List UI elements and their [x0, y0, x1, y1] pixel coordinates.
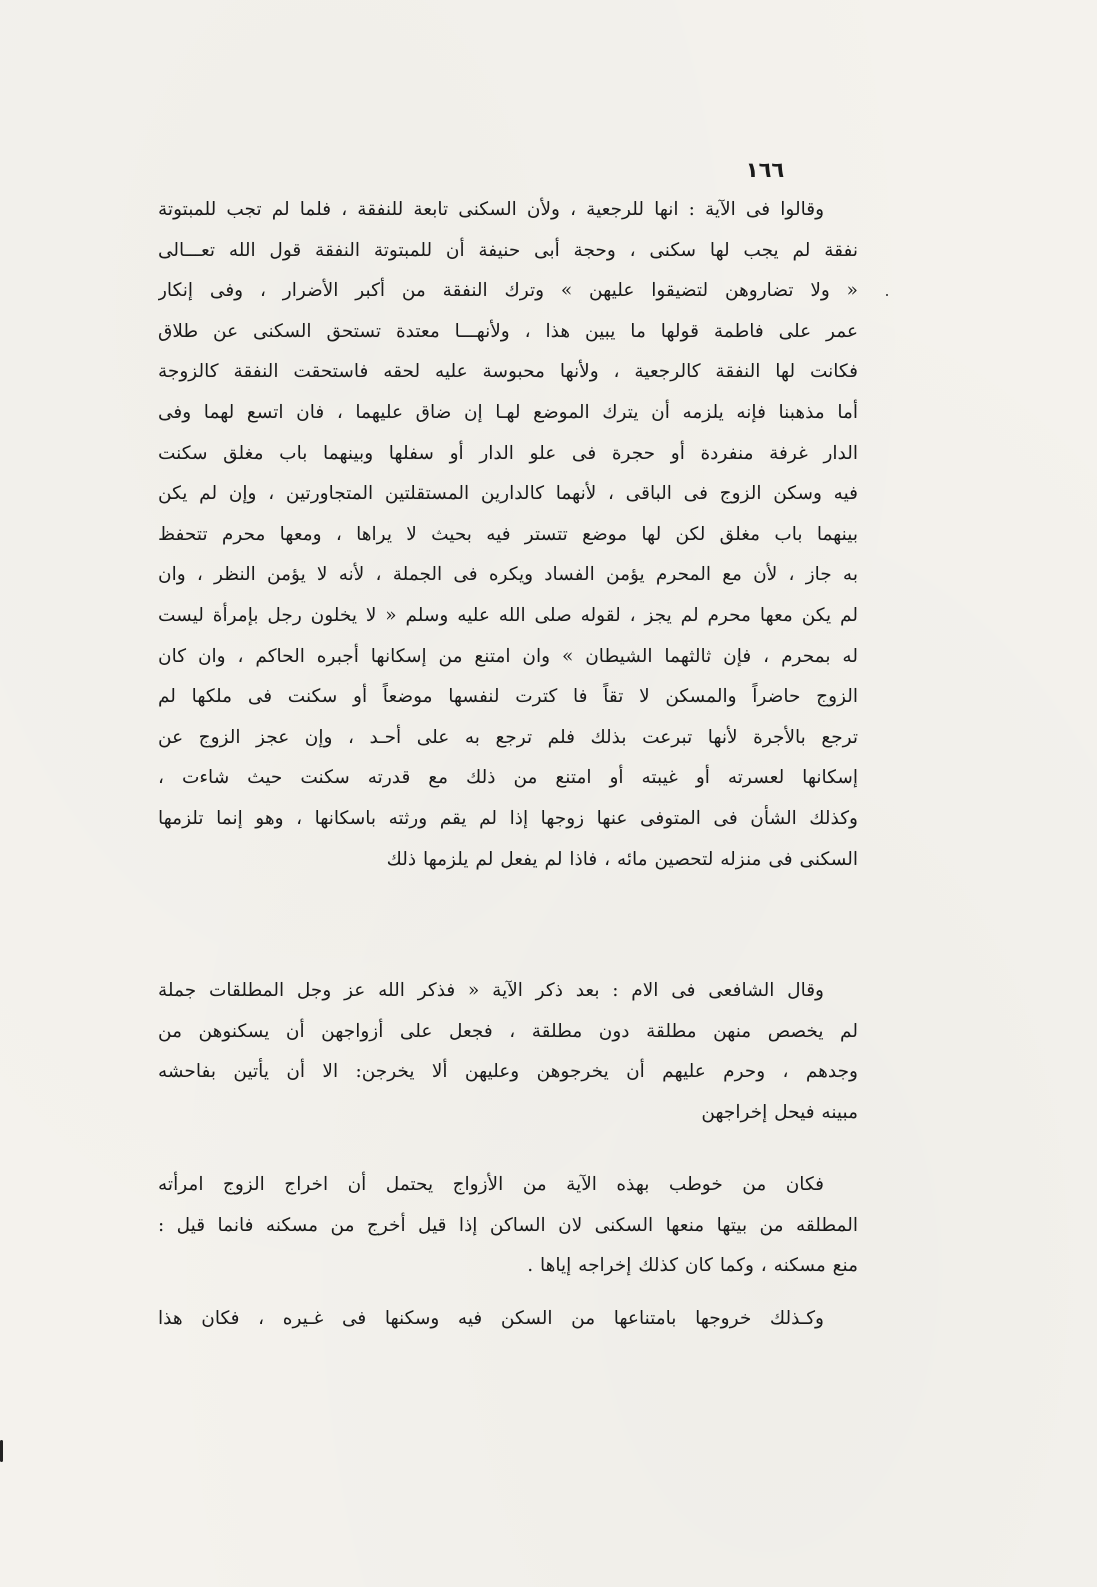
text-line: وكـذلك خروجها بامتناعها من السكن فيه وسكنها فى غـيره ، فكان هذا — [158, 1308, 824, 1329]
scan-speck — [886, 294, 888, 296]
text-line: منع مسكنه ، وكما كان كذلك إخراجه إياها . — [527, 1255, 858, 1277]
text-line: وقال الشافعى فى الام : بعد ذكر الآية « فذكر الله عز وجل المطلقات جملة — [158, 980, 824, 1001]
text-line: الزوج حاضراً والمسكن لا تقاً فا كترت لنفسها موضعاً أو سكنت فى ملكها لم — [158, 686, 858, 708]
text-line: نفقة لم يجب لها سكنى ، وحجة أبى حنيفة أن للمبتوتة النفقة قول الله تعـــالى — [158, 239, 858, 261]
text-line: إسكانها لعسرته أو غيبته أو امتنع من ذلك مع قدرته سكنت حيث شاءت ، — [158, 767, 858, 789]
text-line: الدار غرفة منفردة أو حجرة فى علو الدار أو سفلها وبينهما باب مغلق سكنت — [158, 442, 858, 464]
page-number: ١٦٦ — [745, 158, 785, 182]
text-line: عمر على فاطمة قولها ما يبين هذا ، ولأنهـــا معتدة تستحق السكنى عن طلاق — [158, 320, 858, 342]
text-line: فكانت لها النفقة كالرجعية ، ولأنها محبوسة عليه لحقه فاستحقت النفقة كالزوجة — [158, 361, 858, 383]
text-line: السكنى فى منزله لتحصين مائه ، فاذا لم يفعل لم يلزمها ذلك — [386, 848, 858, 870]
text-line: فكان من خوطب بهذه الآية من الأزواج يحتمل أن اخراج الزوج امرأته — [158, 1174, 824, 1195]
text-line: فيه وسكن الزوج فى الباقى ، لأنهما كالدارين المستقلتين المتجاورتين ، وإن لم يكن — [158, 483, 858, 505]
text-line: له بمحرم ، فإن ثالثهما الشيطان » وان امتنع من إسكانها أجبره الحاكم ، وان كان — [158, 645, 858, 667]
paragraph-1 — [158, 190, 858, 880]
text-line: وكذلك الشأن فى المتوفى عنها زوجها إذا لم يقم ورثته باسكانها ، وهو إنما تلزمها — [158, 807, 858, 829]
text-line: المطلقه من بيتها منعها السكنى لان الساكن إذا قيل أخرج من مسكنه فانما قيل : — [158, 1214, 858, 1236]
text-line: بينهما باب مغلق لكن لها موضع تتستر فيه بحيث لا يراها ، ومعها محرم تتحفظ — [158, 523, 858, 545]
paragraph-2 — [158, 971, 858, 1133]
text-line: « ولا تضاروهن لتضيقوا عليهن » وترك النفقة من أكبر الأضرار ، وفى إنكار — [158, 280, 858, 302]
text-line: أما مذهبنا فإنه يلزمه أن يترك الموضع لهـا إن ضاق عليهما ، فان اتسع لهما وفى — [158, 401, 858, 423]
text-line: مبينه فيحل إخراجهن — [701, 1101, 858, 1123]
text-line: لم يكن معها محرم لم يجز ، لقوله صلى الله عليه وسلم « لا يخلون رجل بإمرأة ليست — [158, 604, 858, 626]
text-line: به جاز ، لأن مع المحرم يؤمن الفساد ويكره فى الجملة ، لأنه لا يؤمن النظر ، وان — [158, 564, 858, 586]
text-line: ترجع بالأجرة لأنها تبرعت بذلك فلم ترجع به على أحـد ، وإن عجز الزوج عن — [158, 726, 858, 748]
text-line: وقالوا فى الآية : انها للرجعية ، ولأن السكنى تابعة للنفقة ، فلما لم تجب للمبتوتة — [158, 199, 824, 220]
text-line: وجدهم ، وحرم عليهم أن يخرجوهن وعليهن ألا يخرجن: الا أن يأتين بفاحشه — [158, 1061, 858, 1083]
text-line: لم يخصص منهن مطلقة دون مطلقة ، فجعل على أزواجهن أن يسكنوهن من — [158, 1020, 858, 1042]
scan-edge-mark — [0, 1440, 3, 1462]
paragraph-3 — [158, 1165, 858, 1287]
paragraph-4 — [158, 1299, 858, 1340]
